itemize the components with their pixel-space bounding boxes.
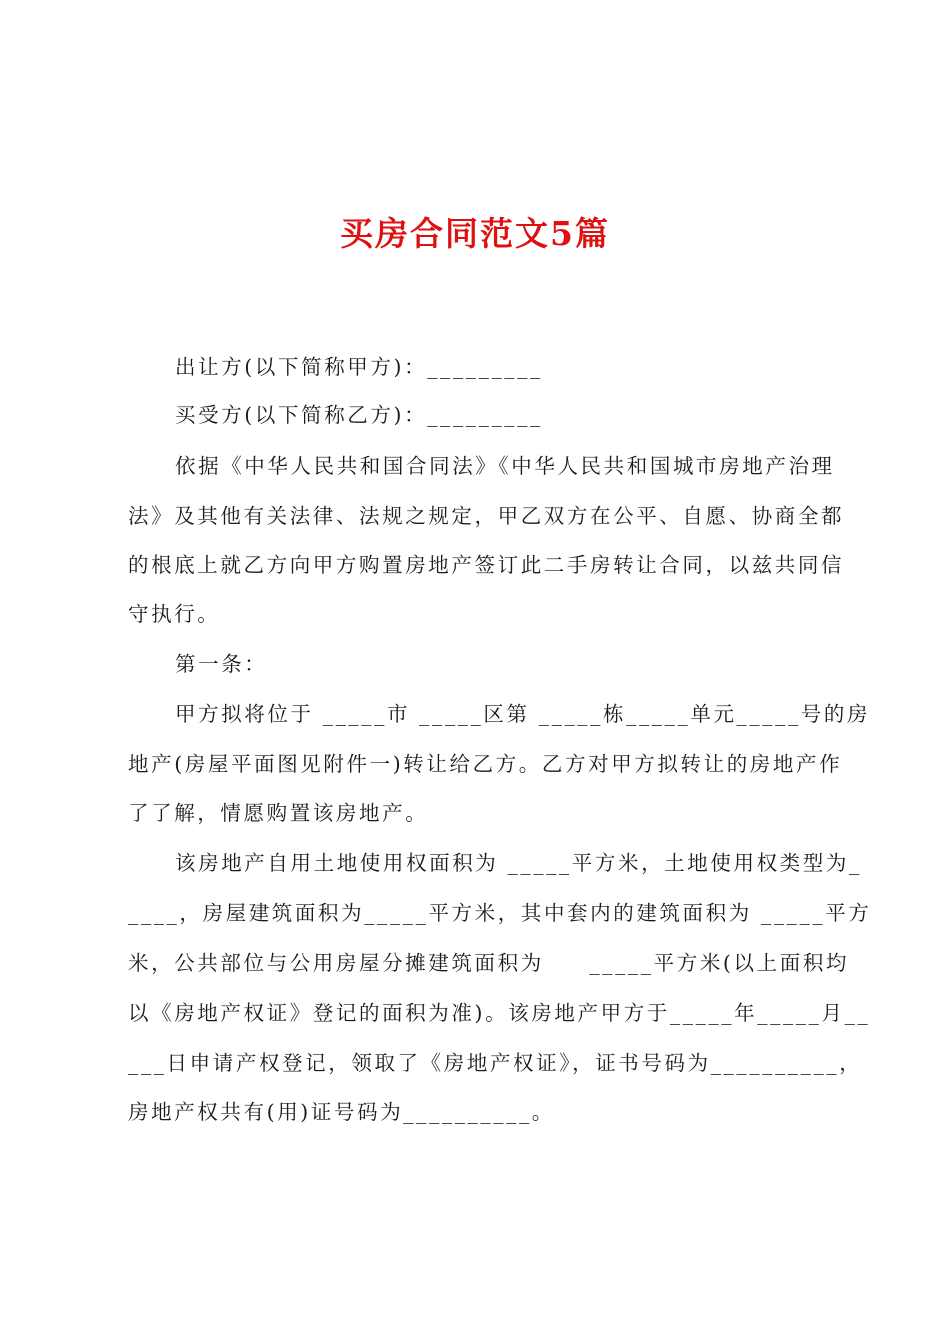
article-1-para-1-line-3: 了了解，情愿购置该房地产。 [128, 801, 429, 825]
article-1-para-2-line-4: 以《房地产权证》登记的面积为准)。该房地产甲方于_____年_____月__ [128, 1001, 871, 1025]
article-1-para-2-line-3: 米，公共部位与公用房屋分摊建筑面积为 _____平方米(以上面积均 [128, 951, 850, 975]
party-a-line: 出让方(以下简称甲方)：_________ [175, 355, 543, 379]
preamble-line-2: 法》及其他有关法律、法规之规定，甲乙双方在公平、自愿、协商全都 [128, 504, 845, 528]
article-1-para-2-line-2: ____，房屋建筑面积为_____平方米，其中套内的建筑面积为 _____平方 [128, 901, 872, 925]
article-1-para-2-line-5: ___日申请产权登记，领取了《房地产权证》，证书号码为__________， [128, 1051, 863, 1075]
preamble-line-3: 的根底上就乙方向甲方购置房地产签订此二手房转让合同，以兹共同信 [128, 553, 845, 577]
article-1-para-1-line-1: 甲方拟将位于 _____市 _____区第 _____栋_____单元_____号的房 [175, 702, 871, 726]
party-b-line: 买受方(以下简称乙方)：_________ [175, 403, 543, 427]
document-title: 买房合同范文5篇 [340, 214, 610, 253]
article-1-para-1-line-2: 地产(房屋平面图见附件一)转让给乙方。乙方对甲方拟转让的房地产作 [128, 752, 843, 776]
preamble-line-4: 守执行。 [128, 602, 221, 626]
article-1-para-2-line-1: 该房地产自用土地使用权面积为 _____平方米，土地使用权类型为_ [175, 851, 862, 875]
article-1-heading: 第一条： [175, 652, 268, 676]
article-1-para-2-line-6: 房地产权共有(用)证号码为__________。 [128, 1100, 555, 1124]
preamble-line-1: 依据《中华人民共和国合同法》《中华人民共和国城市房地产治理 [175, 454, 835, 478]
